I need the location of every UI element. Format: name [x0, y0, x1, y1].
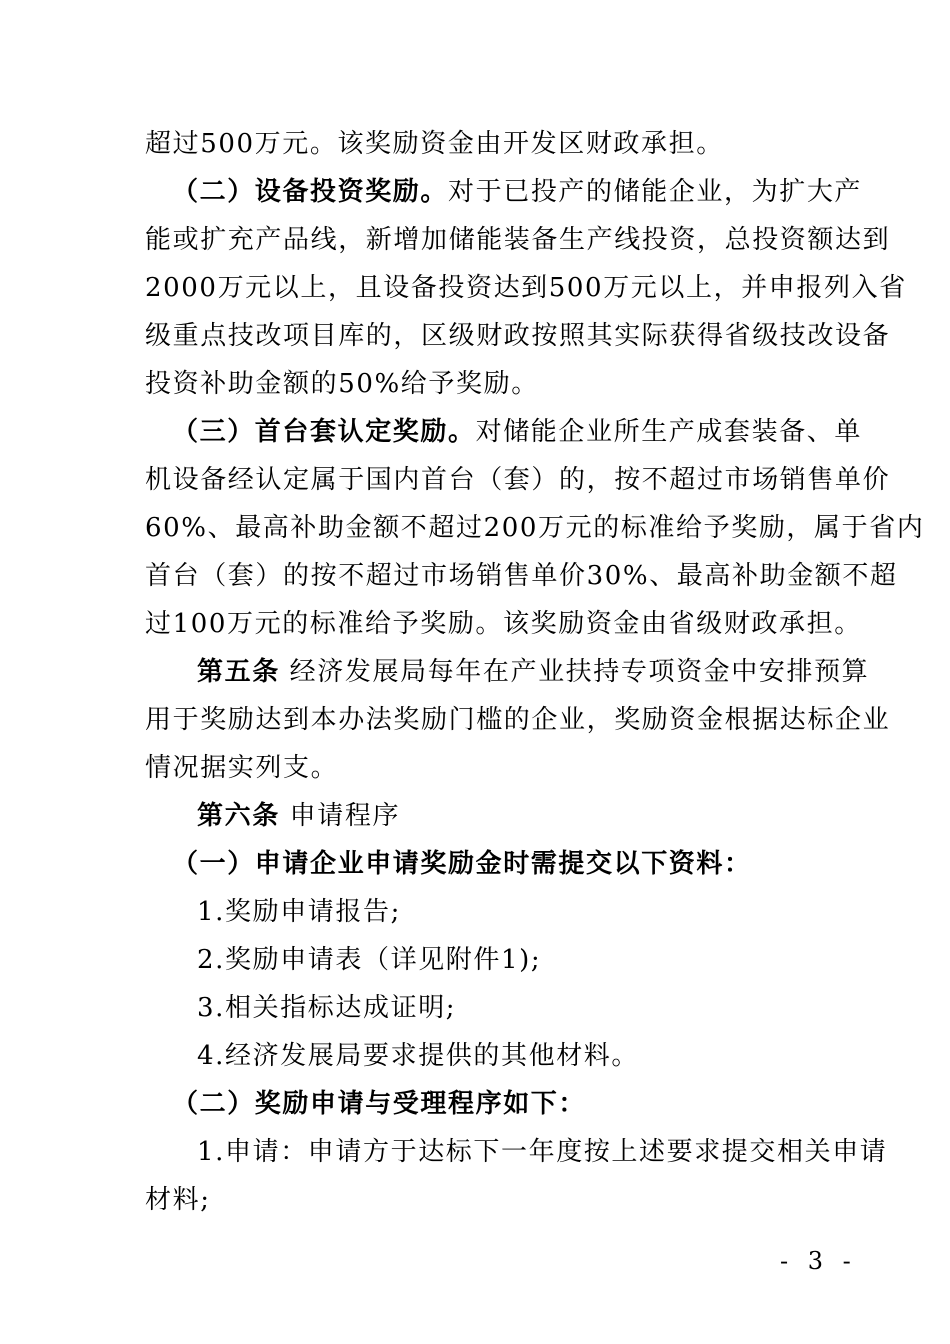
- line-text: 1.奖励申请报告;: [197, 897, 401, 927]
- paragraph-line: [145, 268, 907, 308]
- line-text: 机设备经认定属于国内首台（套）的，按不超过市场销售单价: [145, 465, 891, 495]
- line-text: 60%、最高补助金额不超过200万元的标准给予奖励，属于省内: [145, 513, 925, 543]
- paragraph-line: [145, 220, 891, 260]
- line-text: 首台（套）的按不超过市场销售单价30%、最高补助金额不超: [145, 561, 898, 591]
- section-heading: （一）申请企业申请奖励金时需提交以下资料：: [172, 849, 752, 879]
- paragraph-line: [145, 364, 845, 404]
- line-text: 申请程序: [279, 801, 401, 831]
- line-text: 2.奖励申请表（详见附件1);: [197, 945, 542, 975]
- line-text: 3.相关指标达成证明;: [197, 993, 457, 1023]
- article-heading: 第六条: [197, 801, 280, 831]
- list-item: [197, 940, 845, 980]
- line-text: 用于奖励达到本办法奖励门槛的企业，奖励资金根据达标企业: [145, 705, 891, 735]
- line-text: 2000万元以上，且设备投资达到500万元以上，并申报列入省: [145, 273, 907, 303]
- paragraph-line: [145, 508, 925, 548]
- list-item: [197, 1132, 888, 1172]
- paragraph-line: [145, 460, 891, 500]
- list-item: [197, 892, 845, 932]
- section-heading-line: [172, 1084, 845, 1124]
- paragraph-line: [145, 556, 898, 596]
- section-heading-line: [172, 172, 863, 212]
- line-text: 超过500万元。该奖励资金由开发区财政承担。: [145, 129, 724, 159]
- article-heading: 第五条: [197, 657, 280, 687]
- paragraph-line: [145, 1180, 845, 1220]
- line-text: 情况据实列支。: [145, 753, 339, 783]
- line-text: 能或扩充产品线，新增加储能装备生产线投资，总投资额达到: [145, 225, 891, 255]
- list-item: [197, 988, 845, 1028]
- line-text: 材料;: [145, 1185, 211, 1215]
- section-heading-line: [172, 844, 845, 884]
- line-text: 1.申请：申请方于达标下一年度按上述要求提交相关申请: [197, 1137, 888, 1167]
- section-heading: （二）奖励申请与受理程序如下：: [172, 1089, 587, 1119]
- line-text: 投资补助金额的50%给予奖励。: [145, 369, 539, 399]
- line-text: 经济发展局每年在产业扶持专项资金中安排预算: [279, 657, 870, 687]
- line-text: 对于已投产的储能企业，为扩大产: [448, 177, 863, 207]
- paragraph-line: [145, 748, 845, 788]
- section-heading: （二）设备投资奖励。: [172, 177, 449, 207]
- line-text: 级重点技改项目库的，区级财政按照其实际获得省级技改设备: [145, 321, 891, 351]
- paragraph-line: [145, 124, 845, 164]
- line-text: 过100万元的标准给予奖励。该奖励资金由省级财政承担。: [145, 609, 862, 639]
- paragraph-line: [145, 316, 891, 356]
- line-text: 对储能企业所生产成套装备、单: [475, 417, 863, 447]
- article-line: [197, 652, 870, 692]
- paragraph-line: [145, 604, 862, 644]
- paragraph-line: [145, 700, 891, 740]
- line-text: 4.经济发展局要求提供的其他材料。: [197, 1041, 640, 1071]
- page-number: - 3 -: [780, 1247, 857, 1275]
- section-heading-line: [172, 412, 863, 452]
- list-item: [197, 1036, 845, 1076]
- section-heading: （三）首台套认定奖励。: [172, 417, 476, 447]
- article-line: [197, 796, 845, 836]
